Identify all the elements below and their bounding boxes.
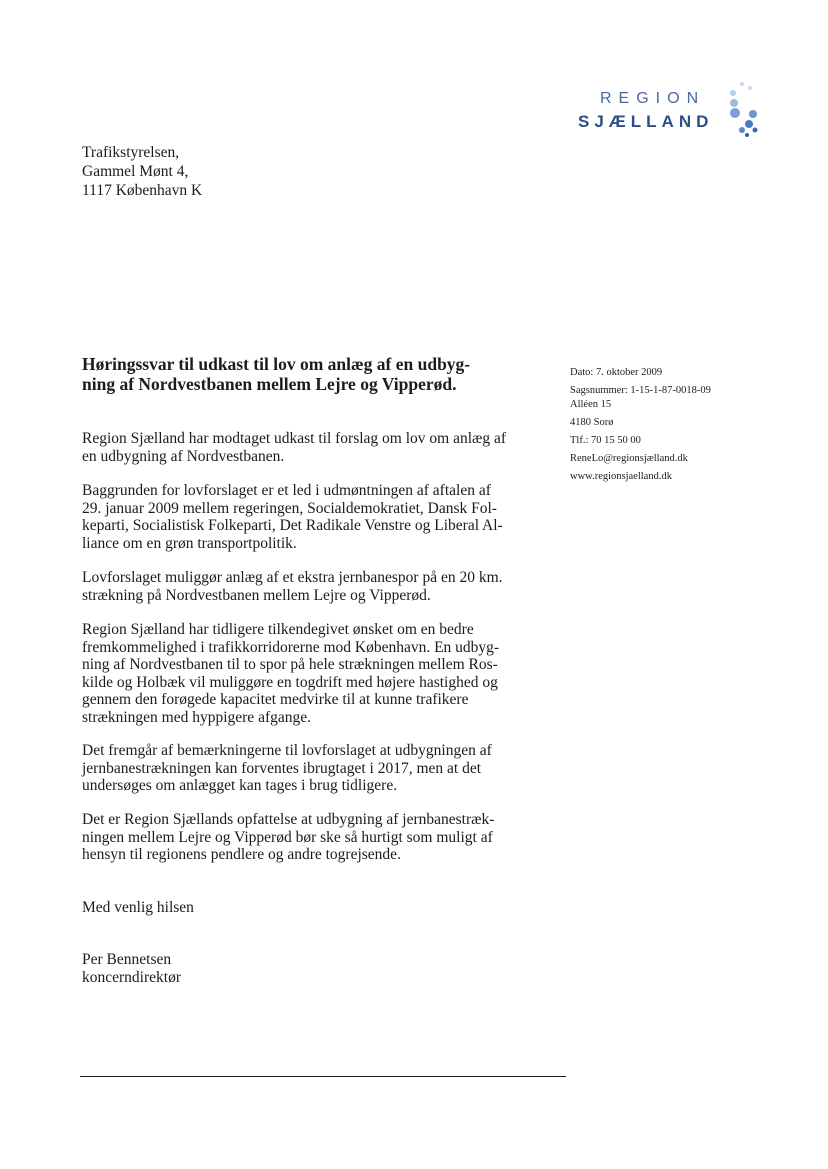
paragraph-line: liance om en grøn transportpolitik.: [82, 534, 297, 552]
footer-divider: [80, 1076, 566, 1077]
body-paragraph: [82, 742, 492, 795]
email: ReneLo@regionsjælland.dk: [570, 453, 688, 464]
paragraph-line: en udbygning af Nordvestbanen.: [82, 447, 285, 465]
body-paragraph: [82, 621, 499, 726]
signature: [82, 951, 181, 986]
region-sjaelland-logo: [572, 80, 762, 140]
paragraph-line: Det er Region Sjællands opfattelse at udbygning af jernbanestræk-: [82, 811, 495, 828]
paragraph-line: ningen mellem Lejre og Vipperød bør ske så hurtigt som muligt af: [82, 828, 493, 846]
postal-address: 4180 Sorø: [570, 417, 614, 428]
paragraph-line: ning af Nordvestbanen til to spor på hele strækningen mellem Ros-: [82, 656, 498, 673]
recipient-line: Trafikstyrelsen,: [82, 144, 180, 161]
paragraph-line: Lovforslaget muliggør anlæg af et ekstra jernbanespor på en 20 km.: [82, 569, 503, 586]
paragraph-line: gennem den forøgede kapacitet medvirke til at kunne trafikere: [82, 691, 469, 708]
paragraph-line: Region Sjælland har modtaget udkast til forslag om lov om anlæg af: [82, 430, 507, 447]
website: www.regionsjaelland.dk: [570, 471, 672, 482]
body-paragraph: [82, 811, 494, 864]
letter-heading: [82, 354, 542, 394]
body-paragraph: [82, 482, 503, 552]
paragraph-line: strækning på Nordvestbanen mellem Lejre og Vipperød.: [82, 586, 431, 604]
signer-title: koncerndirektør: [82, 968, 181, 986]
date: Dato: 7. oktober 2009: [570, 367, 663, 378]
paragraph-line: hensyn til regionens pendlere og andre togrejsende.: [82, 846, 401, 863]
street-address: Alléen 15: [570, 399, 612, 410]
paragraph-line: Baggrunden for lovforslaget er et led i udmøntningen af aftalen af: [82, 482, 491, 499]
paragraph-line: 29. januar 2009 mellem regeringen, Socialdemokratiet, Dansk Fol-: [82, 499, 497, 517]
paragraph-line: strækningen med hyppigere afgange.: [82, 708, 311, 726]
logo-region-text: REGION: [600, 90, 706, 107]
phone: Tlf.: 70 15 50 00: [570, 435, 641, 446]
paragraph-line: fremkommelighed i trafikkorridorerne mod København. En udbyg-: [82, 638, 500, 656]
sender-info: [570, 366, 711, 484]
heading-line: Høringssvar til udkast til lov om anlæg af en udbyg-: [82, 354, 471, 374]
closing: [82, 899, 194, 917]
recipient-line: Gammel Mønt 4,: [82, 163, 189, 180]
body-paragraph: [82, 569, 503, 604]
paragraph-line: jernbanestrækningen kan forventes ibrugtaget i 2017, men at det: [82, 759, 482, 777]
paragraph-line: Region Sjælland har tidligere tilkendegivet ønsket om en bedre: [82, 621, 474, 638]
paragraph-line: undersøges om anlægget kan tages i brug tidligere.: [82, 777, 398, 794]
paragraph-line: Det fremgår af bemærkningerne til lovforslaget at udbygningen af: [82, 742, 492, 759]
case-number: Sagsnummer: 1-15-1-87-0018-09: [570, 385, 711, 396]
logo-dots-icon: [720, 80, 764, 140]
logo-sjaelland-text: SJÆLLAND: [578, 112, 714, 131]
body-paragraph: [82, 430, 506, 465]
paragraph-line: keparti, Socialistisk Folkeparti, Det Radikale Venstre og Liberal Al-: [82, 517, 503, 534]
heading-line: ning af Nordvestbanen mellem Lejre og Vipperød.: [82, 374, 457, 394]
closing-text: Med venlig hilsen: [82, 899, 194, 916]
paragraph-line: kilde og Holbæk vil muliggøre en togdrift med højere hastighed og: [82, 673, 498, 691]
signer-name: Per Bennetsen: [82, 951, 172, 968]
recipient-address: [82, 143, 202, 200]
recipient-line: 1117 København K: [82, 182, 203, 199]
